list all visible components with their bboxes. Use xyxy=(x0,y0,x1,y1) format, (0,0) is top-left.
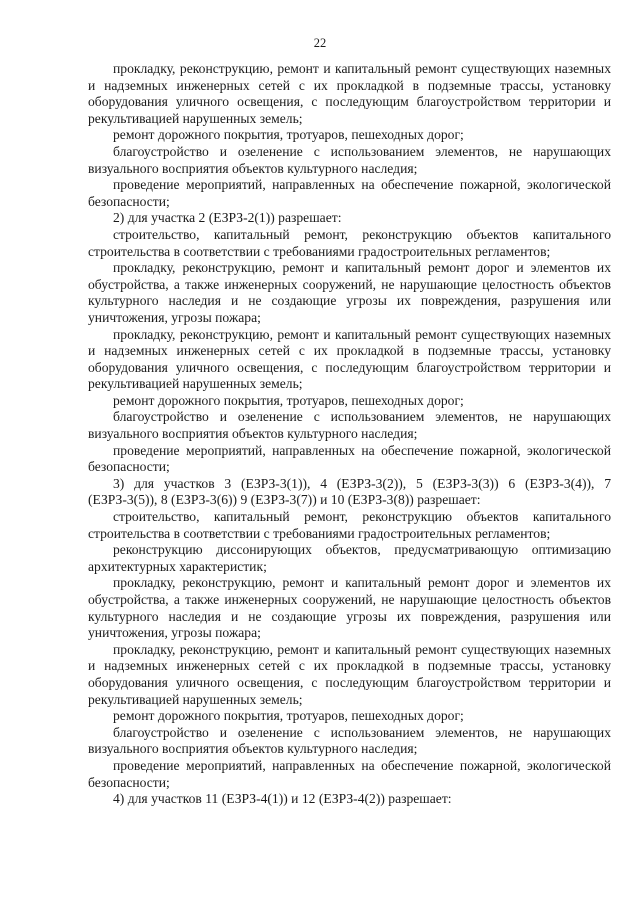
paragraph-pipelines: прокладку, реконструкцию, ремонт и капитальный ремонт существующих наземных и надземных инженерных сетей с их прокладкой в подземные трассы, установку оборудования уличного освещения, с последующим благоустройством территории и рекультивацией нарушенных земель; xyxy=(88,326,611,392)
page-number: 22 xyxy=(313,36,327,50)
paragraph-roads: прокладку, реконструкцию, ремонт и капитальный ремонт дорог и элементов их обустройства, а также инженерных сооружений, не нарушающие целостность объектов культурного наследия и не создающие угрозы их повреждения, разрушения или уничтожения, угрозы пожара; xyxy=(88,575,611,641)
paragraph-pipelines: прокладку, реконструкцию, ремонт и капитальный ремонт существующих наземных и надземных инженерных сетей с их прокладкой в подземные трассы, установку оборудования уличного освещения, с последующим благоустройством территории и рекультивацией нарушенных земель; xyxy=(88,61,611,126)
paragraph-construction: строительство, капитальный ремонт, реконструкцию объектов капитального строительства в соответствии с требованиями градостроительных регламентов; xyxy=(88,509,611,541)
document-body xyxy=(88,61,611,808)
paragraph-safety: проведение мероприятий, направленных на обеспечение пожарной, экологической безопасности; xyxy=(88,177,611,209)
paragraph-item-4: 4) для участков 11 (ЕЗРЗ-4(1)) и 12 (ЕЗРЗ-4(2)) разрешает: xyxy=(113,791,452,807)
paragraph-safety: проведение мероприятий, направленных на обеспечение пожарной, экологической безопасности; xyxy=(88,442,611,475)
paragraph-landscaping: благоустройство и озеленение с использованием элементов, не нарушающих визуального восприятия объектов культурного наследия; xyxy=(88,724,611,757)
paragraph-construction: строительство, капитальный ремонт, реконструкцию объектов капитального строительства в соответствии с требованиями градостроительных регламентов; xyxy=(88,226,611,259)
paragraph-landscaping: благоустройство и озеленение с использованием элементов, не нарушающих визуального восприятия объектов культурного наследия; xyxy=(88,143,611,176)
paragraph-road-repair: ремонт дорожного покрытия, тротуаров, пешеходных дорог; xyxy=(113,392,464,408)
paragraph-road-repair: ремонт дорожного покрытия, тротуаров, пешеходных дорог; xyxy=(113,708,464,724)
paragraph-road-repair: ремонт дорожного покрытия, тротуаров, пешеходных дорог; xyxy=(113,127,464,143)
paragraph-safety: проведение мероприятий, направленных на обеспечение пожарной, экологической безопасности; xyxy=(88,757,611,790)
paragraph-item-2: 2) для участка 2 (ЕЗРЗ-2(1)) разрешает: xyxy=(113,210,342,226)
paragraph-item-3: 3) для участков 3 (ЕЗРЗ-3(1)), 4 (ЕЗРЗ-3(2)), 5 (ЕЗРЗ-3(3)) 6 (ЕЗРЗ-3(4)), 7 (ЕЗРЗ-3(5)), 8 (ЕЗРЗ-3(6)) 9 (ЕЗРЗ-3(7)) и 10 (ЕЗРЗ-3(8)) разрешает: xyxy=(88,475,611,508)
paragraph-landscaping: благоустройство и озеленение с использованием элементов, не нарушающих визуального восприятия объектов культурного наследия; xyxy=(88,409,611,442)
paragraph-dissonant-objects: реконструкцию диссонирующих объектов, предусматривающую оптимизацию архитектурных характеристик; xyxy=(88,542,611,574)
paragraph-roads: прокладку, реконструкцию, ремонт и капитальный ремонт дорог и элементов их обустройства, а также инженерных сооружений, не нарушающие целостность объектов культурного наследия и не создающие угрозы их повреждения, разрушения или уничтожения, угрозы пожара; xyxy=(88,260,611,325)
paragraph-pipelines: прокладку, реконструкцию, ремонт и капитальный ремонт существующих наземных и надземных инженерных сетей с их прокладкой в подземные трассы, установку оборудования уличного освещения, с последующим благоустройством территории и рекультивацией нарушенных земель; xyxy=(88,641,611,707)
